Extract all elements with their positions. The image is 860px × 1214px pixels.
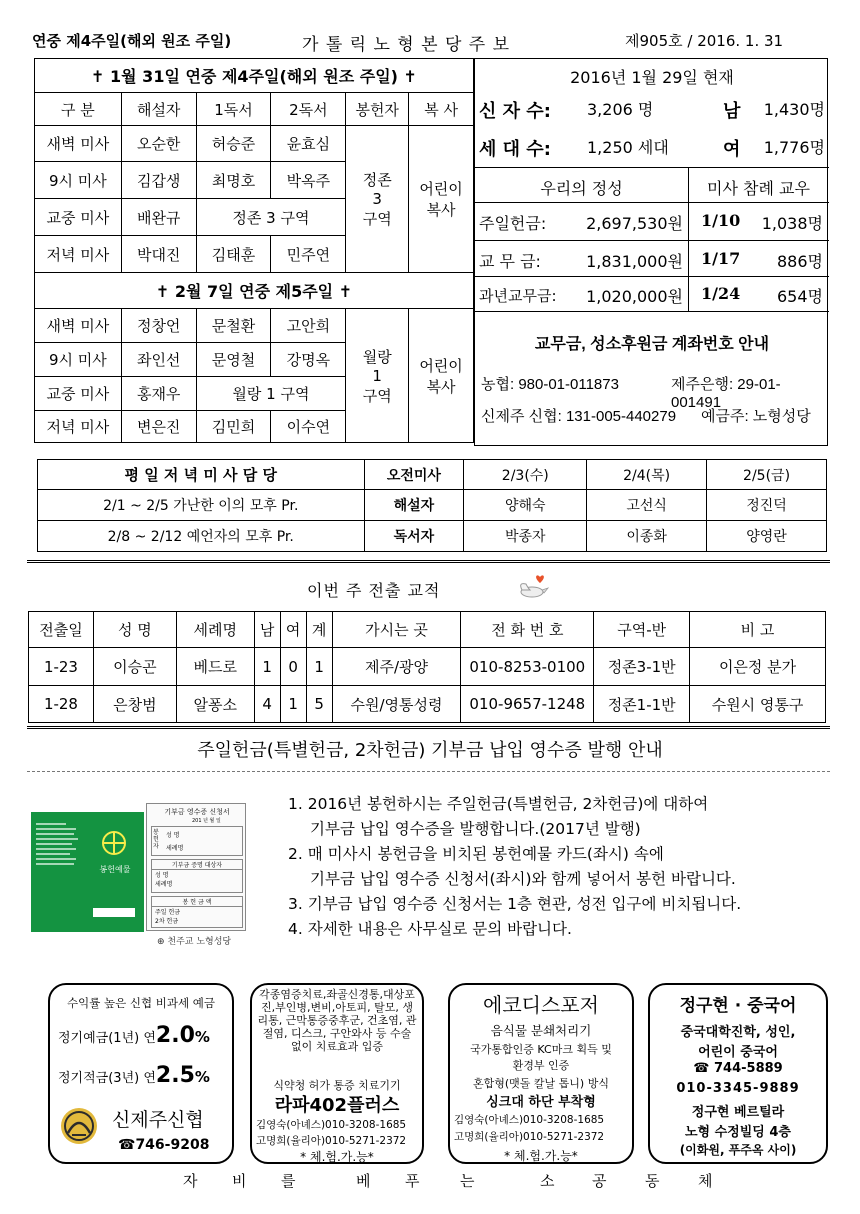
narrator-name: 홍재우	[121, 377, 196, 411]
card-green-title: 봉헌예물	[99, 865, 131, 874]
account-jejubank: 제주은행: 29-01-001491	[671, 376, 781, 411]
narrator-name: 변은진	[121, 411, 196, 443]
table-cell: 수원시 영통구	[690, 686, 826, 723]
eco-tag: * 체.험.가.능*	[504, 1149, 578, 1163]
offering-label: 과년교무금:	[479, 287, 557, 305]
motto-char: 공	[592, 1172, 607, 1190]
motto-char: 푸	[405, 1172, 420, 1190]
offering-value: 2,697,530원	[586, 214, 683, 233]
reader1-name: 허승준	[196, 126, 271, 162]
motto-char: 자	[183, 1172, 198, 1190]
mass-date: 2/5(금)	[707, 460, 827, 490]
attendance-date: 1/24	[701, 284, 741, 303]
shinhyup-name: 신제주신협	[112, 1109, 204, 1131]
col-name: 성 명	[93, 612, 176, 648]
transfer-table	[28, 611, 826, 723]
shinhyup-ad	[48, 983, 234, 1164]
mass-name: 새벽 미사	[35, 126, 122, 162]
rapa-name: 라파402플러스	[274, 1095, 400, 1116]
narrator-name: 좌인선	[121, 343, 196, 377]
account-nonghyup: 농협: 980-01-011873	[481, 376, 619, 393]
households-count: 1,250 세대	[587, 138, 669, 157]
notice-line: 2. 매 미사시 봉헌금을 비치된 봉헌예물 카드(좌시) 속에	[288, 845, 664, 863]
eco-name: 에코디스포저	[483, 993, 599, 1017]
col-note: 비 고	[690, 612, 826, 648]
reader1-name: 김민희	[196, 411, 271, 443]
col-altar-server: 복 사	[409, 93, 474, 126]
table-cell: 은창범	[93, 686, 176, 723]
deposit-rate-2: 정기적금(3년) 연2.5%	[58, 1063, 210, 1088]
table-cell: 이승곤	[93, 648, 176, 686]
form-name: 성 명	[166, 832, 180, 839]
motto-char: 를	[281, 1172, 296, 1190]
parish-caption: ⊕ 천주교 노형성당	[157, 937, 232, 947]
chinese-line: 정구현 베르틸라	[691, 1105, 785, 1120]
col-reading2: 2독서	[271, 93, 346, 126]
parish-emblem-icon	[101, 830, 127, 856]
table-cell: 1-28	[29, 686, 94, 723]
reader2-name: 이수연	[271, 411, 346, 443]
reader-name: 박종자	[464, 521, 587, 552]
reader-label: 독서자	[364, 521, 464, 552]
eco-disposer-ad	[448, 983, 634, 1164]
deposit-rate-1: 정기예금(1년) 연2.0%	[58, 1023, 210, 1048]
chinese-name: 정구현 · 중국어	[679, 996, 797, 1016]
notice-line: 4. 자세한 내용은 사무실로 문의 바랍니다.	[288, 920, 572, 938]
transfer-section-title	[0, 572, 860, 602]
col-baptism: 세례명	[176, 612, 254, 648]
footer-motto	[0, 1170, 860, 1190]
reader2-name: 윤효심	[271, 126, 346, 162]
altar-server-group: 어린이 복사	[409, 126, 474, 273]
col-phone: 전 화 번 호	[461, 612, 594, 648]
table-cell: 0	[280, 648, 306, 686]
form-baptism: 세례명	[166, 845, 184, 852]
attendance-date: 1/17	[701, 249, 741, 268]
offering-title: 우리의 정성	[540, 179, 623, 198]
reader2-name: 박옥주	[271, 162, 346, 199]
narrator-name: 양해숙	[464, 490, 587, 521]
mass-date: 2/4(목)	[587, 460, 707, 490]
reader1-name: 김태훈	[196, 236, 271, 273]
rapa-ad	[250, 983, 424, 1164]
attendance-count: 886명	[777, 252, 823, 271]
parish-stats-panel	[474, 58, 828, 446]
eco-line: 국가통합인증 KC마크 획득 및	[470, 1043, 612, 1056]
reader-name: 이종화	[587, 521, 707, 552]
reader2-name: 강명옥	[271, 343, 346, 377]
form-special: 2차 헌금	[155, 918, 179, 925]
morning-mass-label: 오전미사	[364, 460, 464, 490]
male-label: 남	[723, 101, 741, 122]
narrator-name: 오순한	[121, 126, 196, 162]
notice-line: 기부금 납입 영수증 신청서(좌시)와 함께 넣어서 봉헌 바랍니다.	[310, 870, 736, 888]
col-total: 계	[306, 612, 332, 648]
table-cell: 1	[280, 686, 306, 723]
table-cell: 010-9657-1248	[461, 686, 594, 723]
account-shinhyup: 신제주 신협: 131-005-440279	[481, 408, 677, 425]
receipt-title: 주일헌금(특별헌금, 2차헌금) 기부금 납입 영수증 발행 안내	[197, 740, 663, 761]
form-title: 기부금 영수증 신청서	[164, 808, 230, 816]
table-cell: 010-8253-0100	[461, 648, 594, 686]
chinese-phone: 010-3345-9889	[676, 1081, 800, 1096]
col-narrator: 해설자	[121, 93, 196, 126]
table-cell: 5	[306, 686, 332, 723]
eco-line: 싱크대 하단 부착형	[486, 1095, 596, 1110]
form-name2: 성 명	[155, 872, 169, 879]
offering-label: 주일헌금:	[479, 214, 547, 233]
col-reading1: 1독서	[196, 93, 271, 126]
reader1-name: 최명호	[196, 162, 271, 199]
weekday-duty: 2/1 ~ 2/5 가난한 이의 모후 Pr.	[38, 490, 365, 521]
households-label: 세 대 수:	[479, 139, 551, 160]
narrator-label: 해설자	[364, 490, 464, 521]
mass-name: 저녁 미사	[35, 236, 122, 273]
header-issue: 제905호 / 2016. 1. 31	[625, 32, 784, 50]
schedule2-title: ✝ 2월 7일 연중 제5주일 ✝	[35, 273, 474, 309]
chinese-line: 어린이 중국어	[698, 1045, 778, 1060]
chinese-phone: ☎ 744-5889	[693, 1061, 783, 1076]
attendance-count: 1,038명	[761, 214, 823, 233]
notice-line: 1. 2016년 봉헌하시는 주일헌금(특별헌금, 2차헌금)에 대하여	[288, 795, 709, 813]
receipt-notice-list	[288, 792, 741, 942]
table-cell: 1-23	[29, 648, 94, 686]
reader-name: 양영란	[707, 521, 827, 552]
rapa-desc: 각종염증치료,좌골신경통,대상포진,부인병,변비,아토피, 탈모, 생리통, 근막통증중후군, 건초염, 관절염, 디스크, 구안와사 등 수술 없이 치료효과 입증	[257, 988, 417, 1053]
shinhyup-logo-icon	[58, 1105, 100, 1147]
notice-line: 기부금 납입 영수증을 발행합니다.(2017년 발행)	[310, 820, 641, 838]
rapa-contact: 김영숙(아녜스)010-3208-1685	[256, 1119, 407, 1131]
mass-name: 9시 미사	[35, 162, 122, 199]
table-cell: 제주/광양	[332, 648, 461, 686]
offering-group: 월랑 1 구역	[346, 309, 409, 443]
motto-char: 베	[356, 1172, 371, 1190]
table-cell: 4	[254, 686, 280, 723]
table-row	[29, 648, 826, 686]
mass-name: 새벽 미사	[35, 309, 122, 343]
table-cell: 1	[254, 648, 280, 686]
weekday-title: 평 일 저 녁 미 사 담 당	[38, 460, 365, 490]
form-date: 201 년 월 일	[192, 818, 221, 824]
mass-date: 2/3(수)	[464, 460, 587, 490]
table-row	[29, 686, 826, 723]
dove-icon	[514, 572, 554, 602]
table-cell: 베드로	[176, 648, 254, 686]
eco-line: 환경부 인증	[512, 1059, 570, 1072]
offering-value: 1,831,000원	[586, 252, 683, 271]
rapa-approval: 식약청 허가 통증 치료기기	[273, 1079, 401, 1092]
reader2-name: 민주연	[271, 236, 346, 273]
col-destination: 가시는 곳	[332, 612, 461, 648]
reader2-name: 고안희	[271, 309, 346, 343]
female-count: 1,776명	[763, 138, 825, 157]
reader1-name: 문영철	[196, 343, 271, 377]
form-offerer: 봉헌자	[153, 829, 159, 850]
account-title: 교무금, 성소후원금 계좌번호 안내	[534, 336, 770, 353]
narrator-name: 박대진	[121, 236, 196, 273]
header-bulletin-title: 가 톨 릭 노 형 본 당 주 보	[302, 35, 511, 55]
stats-date: 2016년 1월 29일 현재	[570, 68, 734, 87]
chinese-line: 노형 수정빌딩 4층	[684, 1125, 791, 1140]
attendance-count: 654명	[777, 287, 823, 306]
attendance-title: 미사 참례 교우	[707, 179, 810, 198]
table-cell: 알퐁소	[176, 686, 254, 723]
narrator-name: 고선식	[587, 490, 707, 521]
altar-server-group: 어린이 복사	[409, 309, 474, 443]
receipt-form-illustration	[146, 803, 246, 931]
table-cell: 정존3-1반	[594, 648, 690, 686]
motto-char: 동	[645, 1172, 660, 1190]
header-sunday-title: 연중 제4주일(해외 원조 주일)	[32, 32, 232, 50]
col-female: 여	[280, 612, 306, 648]
believers-label: 신 자 수:	[479, 101, 551, 122]
motto-char: 소	[540, 1172, 555, 1190]
offering-attendance-box	[475, 167, 829, 312]
mass-name: 9시 미사	[35, 343, 122, 377]
col-category: 구 분	[35, 93, 122, 126]
male-count: 1,430명	[763, 100, 825, 119]
motto-char: 는	[460, 1172, 475, 1190]
notice-line: 3. 기부금 납입 영수증 신청서는 1층 현관, 성전 입구에 비치됩니다.	[288, 895, 742, 913]
form-amount: 봉 헌 금 액	[152, 897, 242, 907]
motto-char: 비	[232, 1172, 247, 1190]
reader1-name: 문철환	[196, 309, 271, 343]
col-district: 구역-반	[594, 612, 690, 648]
female-label: 여	[723, 139, 741, 160]
col-male: 남	[254, 612, 280, 648]
chinese-lesson-ad	[648, 983, 828, 1164]
form-target: 기부금 증명 대상자	[152, 860, 242, 870]
table-cell: 수원/영통성령	[332, 686, 461, 723]
believers-count: 3,206 명	[587, 100, 654, 119]
eco-sub: 음식물 분쇄처리기	[490, 1023, 592, 1038]
shinhyup-phone: ☎746-9208	[118, 1137, 210, 1153]
table-cell: 정존1-1반	[594, 686, 690, 723]
weekday-duty: 2/8 ~ 2/12 예언자의 모후 Pr.	[38, 521, 365, 552]
attendance-date: 1/10	[701, 211, 741, 230]
bulletin-header	[30, 24, 830, 55]
table-cell: 1	[306, 648, 332, 686]
schedule1-title: ✝ 1월 31일 연중 제4주일(해외 원조 주일) ✝	[35, 59, 474, 93]
offering-label: 교 무 금:	[479, 252, 541, 271]
mass-name: 교중 미사	[35, 199, 122, 236]
transfer-title: 이번 주 전출 교적	[307, 581, 441, 600]
narrator-name: 김갑생	[121, 162, 196, 199]
chinese-line: (이화원, 푸주옥 사이)	[679, 1143, 797, 1157]
mass-name: 교중 미사	[35, 377, 122, 411]
col-offerer: 봉헌자	[346, 93, 409, 126]
eco-contact: 김영숙(아녜스)010-3208-1685	[454, 1114, 605, 1126]
account-holder: 예금주: 노형성당	[701, 408, 811, 425]
offering-card-illustration	[31, 812, 144, 932]
ad-line: 수익률 높은 신협 비과세 예금	[67, 996, 215, 1010]
eco-contact: 고명희(율리아)010-5271-2372	[454, 1131, 605, 1143]
narrator-name: 정진덕	[707, 490, 827, 521]
table-cell: 이은정 분가	[690, 648, 826, 686]
col-transfer-date: 전출일	[29, 612, 94, 648]
mass-name: 저녁 미사	[35, 411, 122, 443]
motto-char: 체	[698, 1172, 713, 1190]
narrator-name: 정창언	[121, 309, 196, 343]
form-baptism2: 세례명	[155, 881, 173, 888]
weekday-mass-table	[37, 459, 827, 552]
rapa-contact: 고명희(율리아)010-5271-2372	[256, 1135, 407, 1147]
eco-line: 혼합형(맷돌 칼날 톱니) 방식	[473, 1077, 609, 1090]
form-sunday: 주일 헌금	[155, 909, 181, 916]
readers-group: 월랑 1 구역	[196, 377, 346, 411]
narrator-name: 배완규	[121, 199, 196, 236]
offering-group: 정존 3 구역	[346, 126, 409, 273]
chinese-line: 중국대학진학, 성인,	[680, 1025, 796, 1040]
readers-group: 정존 3 구역	[196, 199, 346, 236]
rapa-tag: * 체.험.가.능*	[300, 1150, 374, 1164]
offering-value: 1,020,000원	[586, 287, 683, 306]
mass-schedule-table	[34, 58, 474, 443]
